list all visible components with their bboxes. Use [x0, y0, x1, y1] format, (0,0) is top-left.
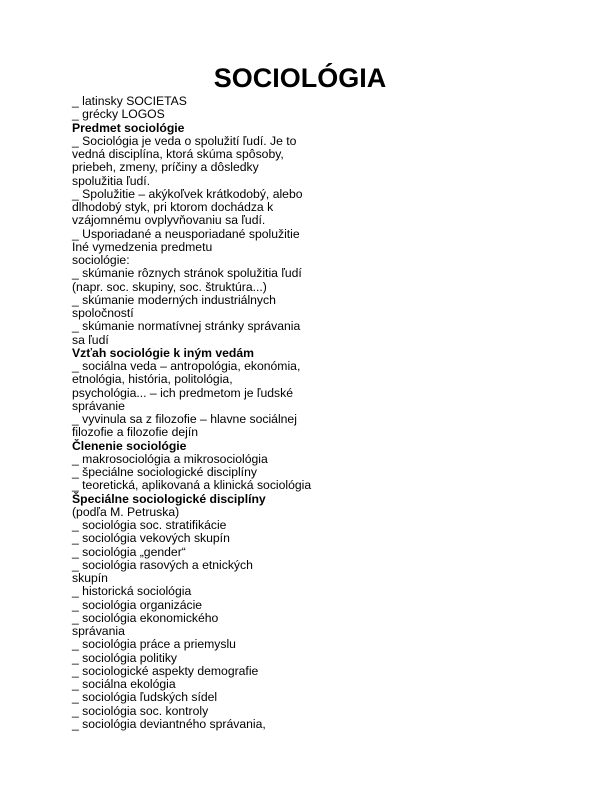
- text-line: _ sociológia rasových a etnických: [72, 557, 253, 572]
- text-line: _ sociológia soc. kontroly: [72, 703, 209, 718]
- text-line: spolužitia ľudí.: [72, 173, 151, 188]
- section-heading: Predmet sociológie: [72, 120, 185, 135]
- text-line: Iné vymedzenia predmetu: [72, 239, 213, 254]
- text-line: _ sociologické aspekty demografie: [72, 663, 259, 678]
- text-line: _ špeciálne sociologické disciplíny: [72, 465, 257, 479]
- text-line: filozofie a filozofie dejín: [72, 425, 199, 440]
- text-line: vedná disciplína, ktorá skúma spôsoby,: [72, 147, 284, 161]
- text-line: _ sociológia soc. stratifikácie: [72, 518, 227, 532]
- text-line: (podľa M. Petruska): [72, 504, 180, 519]
- text-line: _ Usporiadané a neusporiadané spolužitie: [72, 226, 300, 241]
- document-title: SOCIOLÓGIA: [213, 63, 387, 93]
- text-line: (napr. soc. skupiny, soc. štruktúra...): [72, 279, 267, 294]
- text-line: sociológie:: [72, 253, 130, 267]
- text-line: _ skúmanie normatívnej stránky správania: [72, 319, 301, 334]
- text-line: vzájomnému ovplyvňovaniu sa ľudí.: [72, 213, 266, 228]
- document-body: [72, 95, 342, 731]
- text-line: sa ľudí: [72, 332, 109, 347]
- text-line: _ skúmanie moderných industriálnych: [72, 292, 276, 307]
- text-line: _ sociológia politiky: [72, 650, 178, 665]
- text-line: _ latinsky SOCIETAS: [72, 94, 187, 108]
- text-line: _ teoretická, aplikovaná a klinická sociológia: [72, 478, 312, 493]
- text-line: _ vyvinula sa z filozofie – hlavne sociálnej: [72, 412, 297, 426]
- text-line: _ historická sociológia: [72, 584, 192, 599]
- text-line: skupín: [72, 571, 108, 585]
- text-line: _ Sociológia je veda o spolužití ľudí. Je to: [72, 133, 297, 148]
- text-line: _ sociálna ekológia: [72, 677, 176, 691]
- text-line: psychológia... – ich predmetom je ľudské: [72, 385, 294, 400]
- text-line: _ sociológia ekonomického: [72, 610, 219, 625]
- text-line: spoločností: [72, 306, 134, 320]
- section-heading: Špeciálne sociologické disciplíny: [72, 491, 266, 506]
- text-line: _ sociálna veda – antropológia, ekonómia,: [72, 359, 301, 373]
- text-line: _ sociológia ľudských sídel: [72, 690, 218, 705]
- text-line: _ sociológia vekových skupín: [72, 531, 230, 546]
- text-line: _ makrosociológia a mikrosociológia: [72, 451, 268, 466]
- text-line: priebeh, zmeny, príčiny a dôsledky: [72, 160, 259, 175]
- text-line: _ sociológia práce a priemyslu: [72, 637, 236, 652]
- section-heading: Vzťah sociológie k iným vedám: [72, 345, 254, 360]
- text-line: _ sociológia organizácie: [72, 597, 203, 612]
- text-line: _ skúmanie rôznych stránok spolužitia ľudí: [72, 266, 302, 281]
- text-line: dlhodobý styk, pri ktorom dochádza k: [72, 200, 274, 214]
- text-line: _ grécky LOGOS: [72, 107, 165, 122]
- text-line: _ sociológia deviantného správania,: [72, 716, 266, 731]
- text-line: _ sociológia „gender“: [72, 544, 186, 559]
- section-heading: Členenie sociológie: [72, 438, 187, 453]
- text-line: etnológia, história, politológia,: [72, 372, 233, 387]
- text-line: správania: [72, 624, 125, 638]
- text-line: _ Spolužitie – akýkoľvek krátkodobý, alebo: [72, 186, 303, 201]
- text-line: správanie: [72, 398, 125, 413]
